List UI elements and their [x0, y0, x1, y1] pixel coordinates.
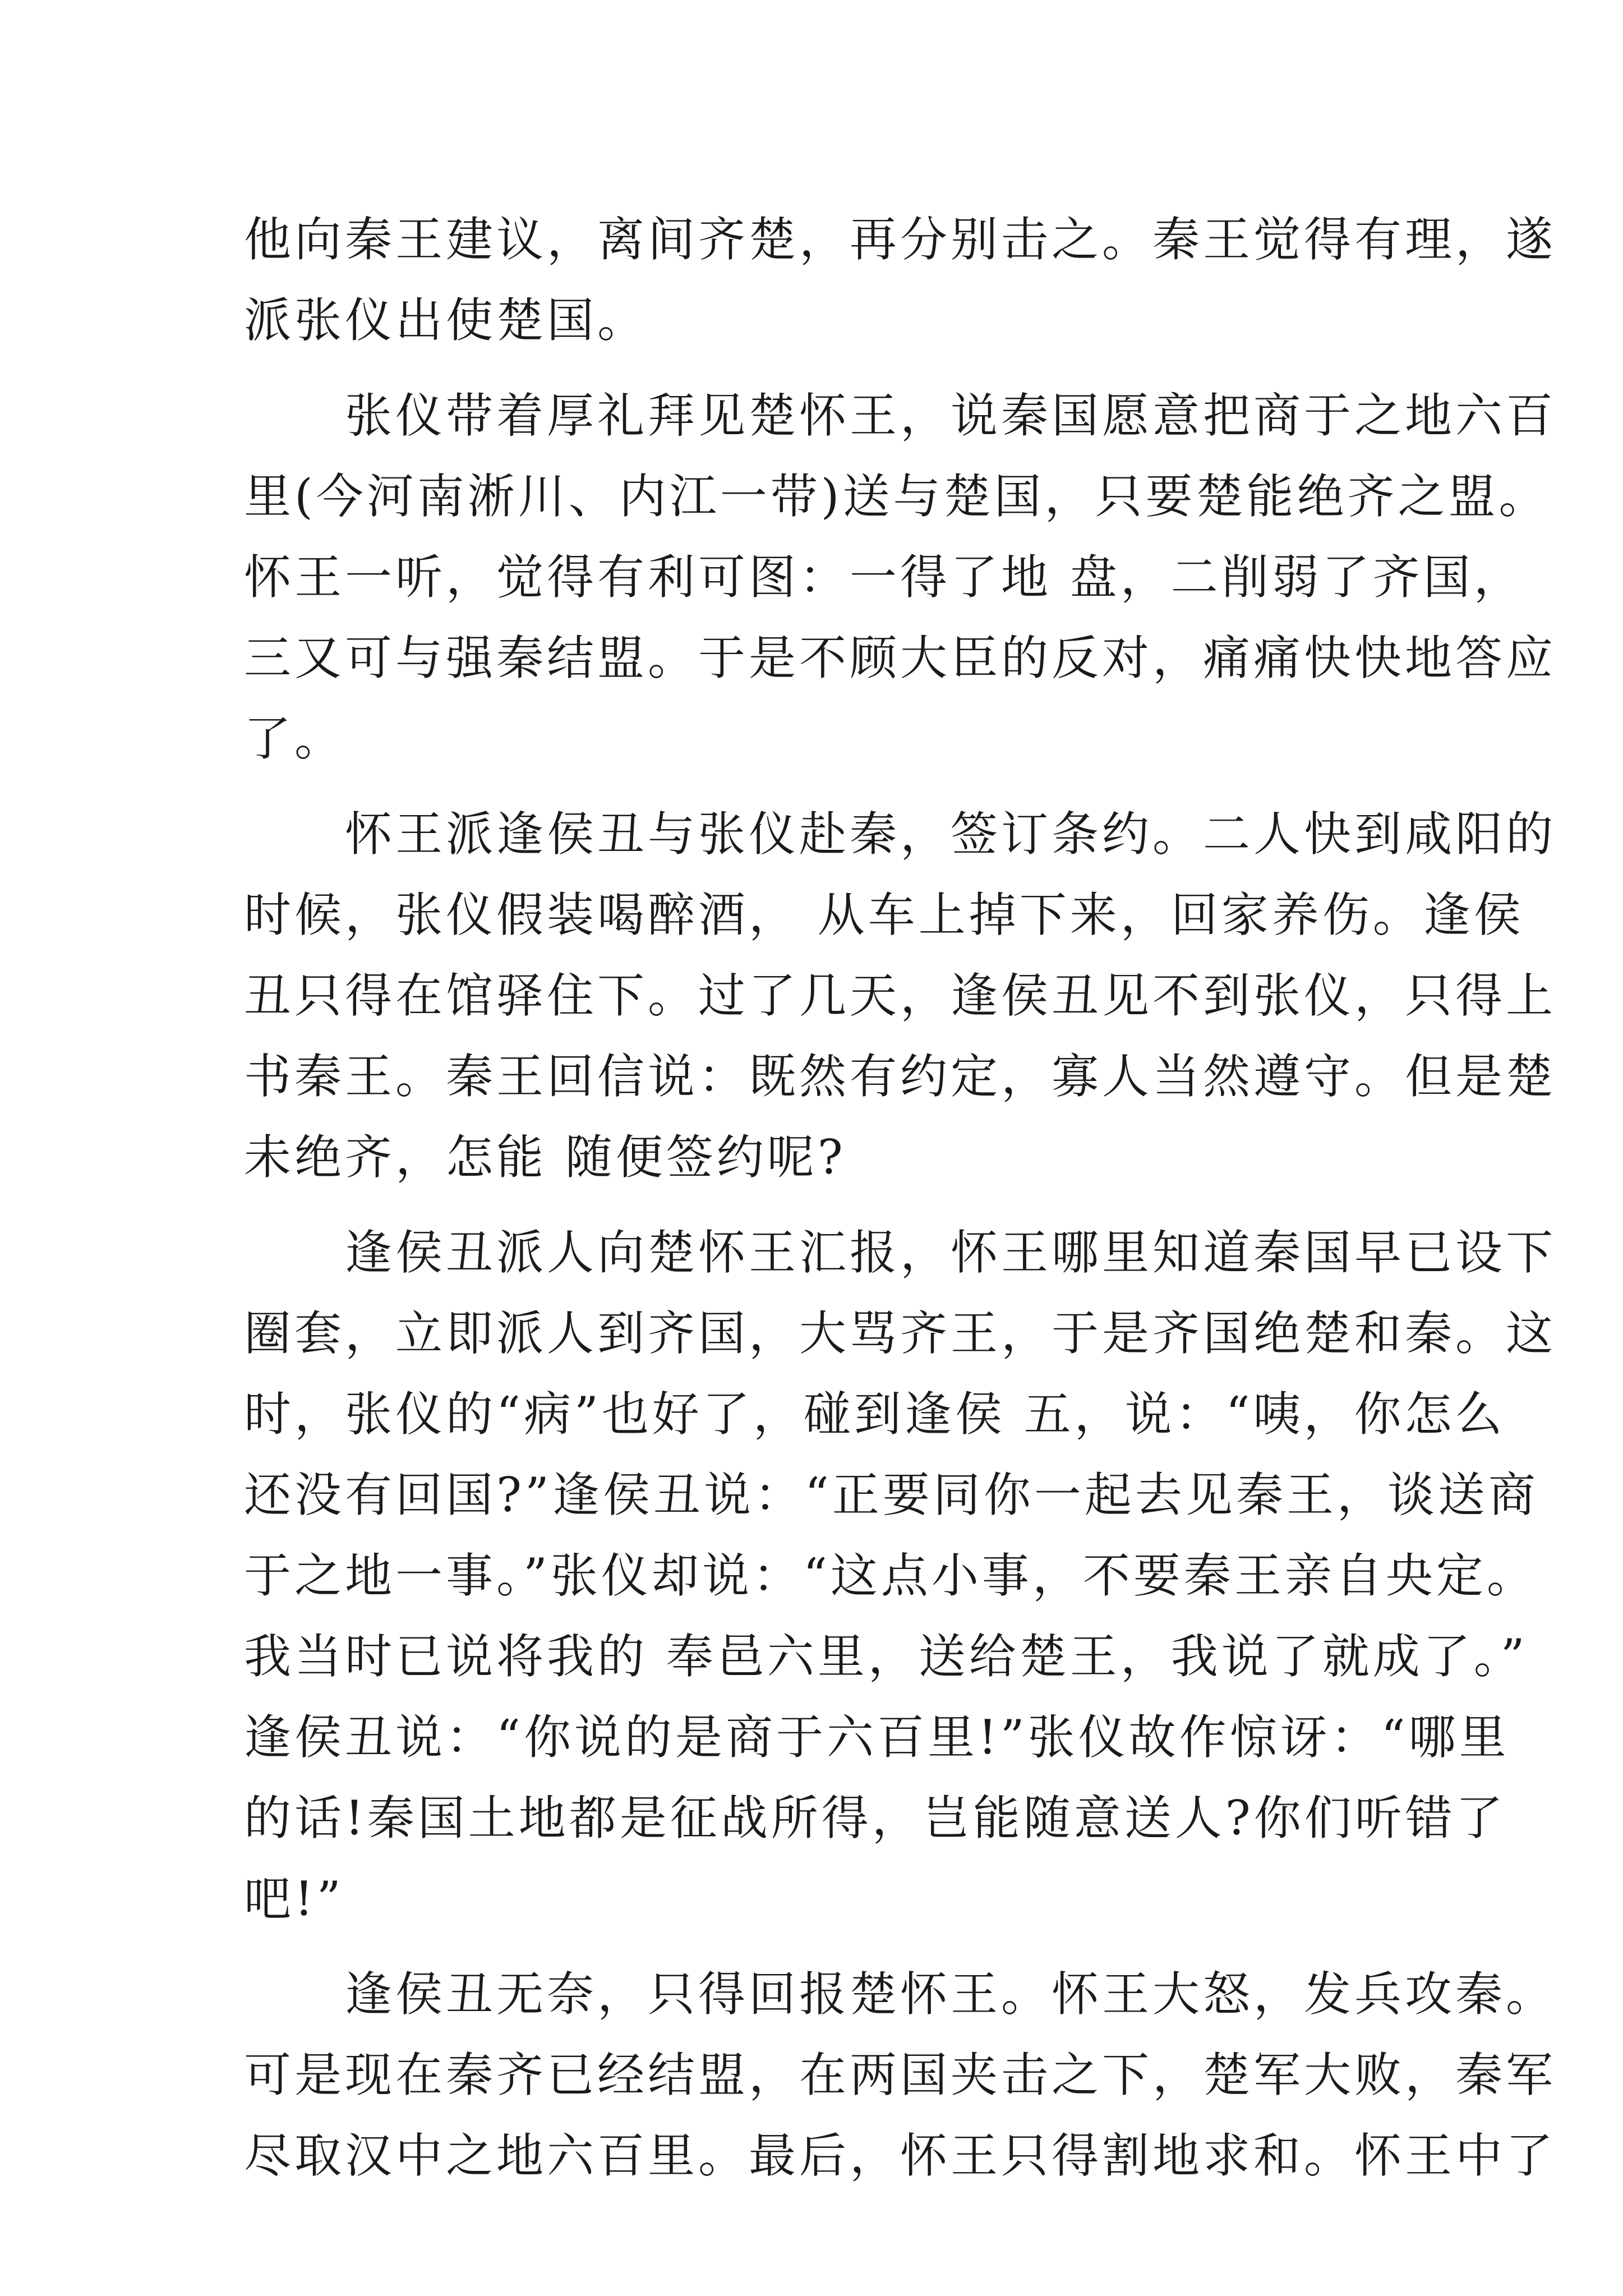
- paragraph-2: [244, 375, 1557, 779]
- text-line: 于之地一事。”张仪却说：“这点小事，不要秦王亲自央定。: [244, 1548, 1537, 1603]
- text-line: 逢侯丑说：“你说的是商于六百里!”张仪故作惊讶：“哪里: [244, 1710, 1510, 1765]
- text-line: 派张仪出使楚国。: [244, 293, 648, 348]
- paragraph-4: [244, 1212, 1557, 1939]
- text-line: 时，张仪的“病”也好了，碰到逢侯 五，说：“咦，你怎么: [244, 1387, 1506, 1442]
- text-line: 他向秦王建议，离间齐楚，再分别击之。秦王觉得有理，遂: [244, 212, 1557, 267]
- text-line: 逢侯丑派人向楚怀王汇报，怀王哪里知道秦国早已设下: [244, 1225, 1557, 1280]
- text-line: 还没有回国?”逢侯丑说：“正要同你一起去见秦王，谈送商: [244, 1467, 1539, 1522]
- text-line: 怀王一听，觉得有利可图：一得了地 盘，二削弱了齐国，: [244, 550, 1524, 605]
- text-line: 可是现在秦齐已经结盟，在两国夹击之下，楚军大败，秦军: [244, 2047, 1557, 2102]
- text-line: 怀王派逢侯丑与张仪赴秦，签订条约。二人快到咸阳的: [244, 807, 1557, 862]
- text-line: 张仪带着厚礼拜见楚怀王，说秦国愿意把商于之地六百: [244, 388, 1557, 443]
- document-body: [244, 199, 1557, 2196]
- paragraph-3: [244, 794, 1557, 1198]
- text-line: 的话!秦国土地都是征战所得，岂能随意送人?你们听错了: [244, 1791, 1506, 1846]
- text-line: 时候，张仪假装喝醉酒， 从车上掉下来，回家养伤。逢侯: [244, 887, 1524, 942]
- text-line: 圈套，立即派人到齐国，大骂齐王，于是齐国绝楚和秦。这: [244, 1306, 1557, 1361]
- text-line: 丑只得在馆驿住下。过了几天，逢侯丑见不到张仪，只得上: [244, 968, 1557, 1023]
- text-line: 我当时已说将我的 奉邑六里，送给楚王，我说了就成了。”: [244, 1629, 1528, 1684]
- text-line: 未绝齐，怎能 随便签约呢?: [244, 1130, 846, 1185]
- paragraph-5: [244, 1954, 1557, 2196]
- text-line: 尽取汉中之地六百里。最后，怀王只得割地求和。怀王中了: [244, 2128, 1557, 2183]
- text-line: 三又可与强秦结盟。于是不顾大臣的反对，痛痛快快地答应: [244, 631, 1557, 685]
- text-line: 吧!”: [244, 1871, 344, 1926]
- text-line: 逢侯丑无奈，只得回报楚怀王。怀王大怒，发兵攻秦。: [244, 1967, 1557, 2022]
- paragraph-1: [244, 199, 1557, 361]
- text-line: 里(今河南淅川、内江一带)送与楚国，只要楚能绝齐之盟。: [244, 469, 1550, 524]
- text-line: 书秦王。秦王回信说：既然有约定，寡人当然遵守。但是楚: [244, 1049, 1557, 1104]
- text-line: 了。: [244, 711, 345, 766]
